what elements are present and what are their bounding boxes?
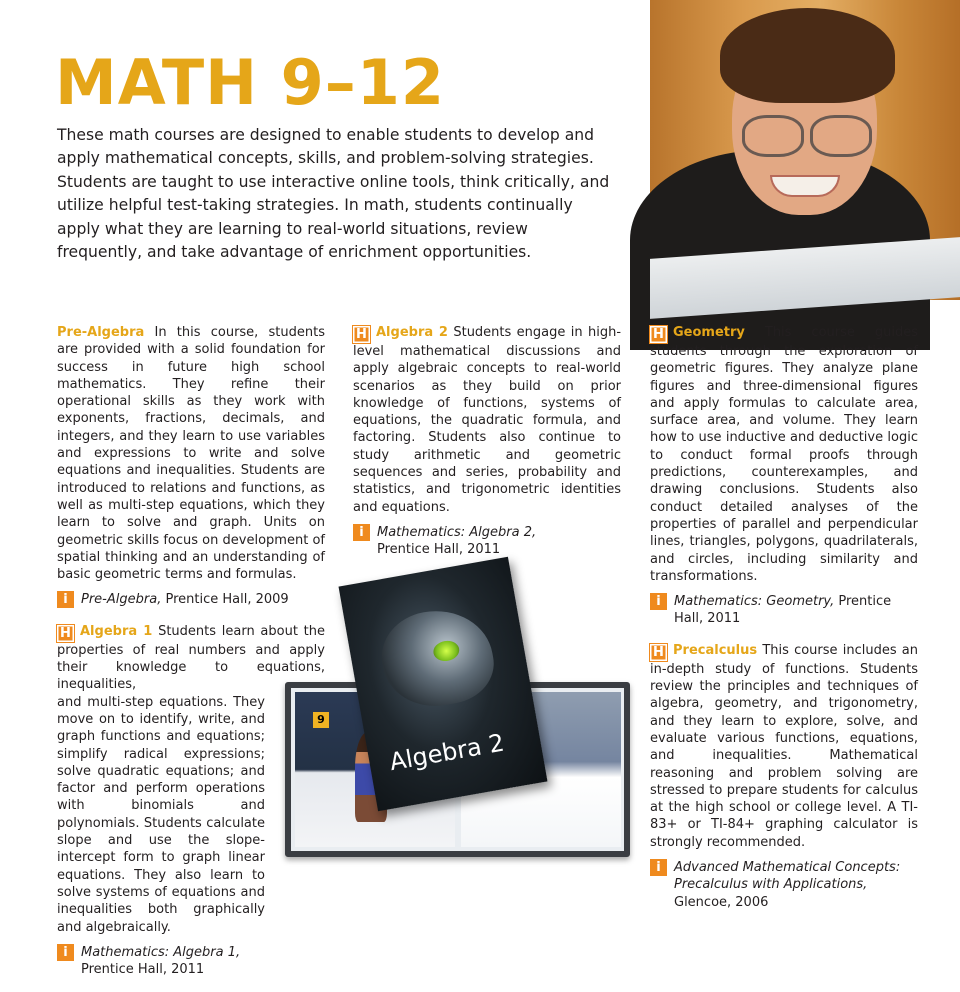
course-geometry — [650, 324, 918, 585]
honors-icon: H — [353, 326, 370, 343]
book-title-pre-algebra: Pre-Algebra, — [81, 592, 162, 608]
course-title-algebra2: Algebra 2 — [376, 325, 448, 340]
book-ref-algebra1 — [57, 944, 325, 979]
course-desc-geometry: This course guides students through the exploration of geometric figures. They analyze plane figures and three-dimensional figures and apply formulas to calculate area, surface area, and volume. They learn how to use inductive and deductive logic to conduct formal proofs through predictions, counterexamples, and drawing conclusions. Students also conduct detailed analyses of the properties of parallel and perpendicular lines, triangles, polygons, quadrilaterals, and circles, including similarity and transformations. — [650, 325, 918, 584]
info-icon: i — [57, 944, 74, 961]
book-ref-algebra2 — [353, 524, 621, 559]
course-algebra1-continued: and multi-step equations. They move on to identify, write, and graph functions and equations; simplify radical expressions; solve quadratic equations; and factor and perform operations with binomials and polynomials. Students calculate slope and use the slope-intercept form to graph linear equations. They also learn to solve systems of equations and inequalities both graphically and algebraically. — [57, 694, 265, 935]
info-icon: i — [353, 524, 370, 541]
book-title-geometry: Mathematics: Geometry, — [674, 594, 835, 610]
info-icon: i — [57, 591, 74, 608]
column-right — [650, 324, 918, 925]
book-ref-precalculus — [650, 859, 918, 911]
course-algebra2 — [353, 324, 621, 516]
page-number-badge: 9 — [313, 712, 329, 728]
student-photo — [650, 0, 960, 300]
book-title-precalculus: Advanced Mathematical Concepts: Precalculus with Applications, — [674, 860, 901, 893]
cover-title: Algebra 2 — [387, 728, 507, 777]
book-publisher-pre-algebra: Prentice Hall, 2009 — [165, 592, 289, 608]
book-publisher-precalculus: Glencoe, 2006 — [674, 894, 769, 910]
intro-paragraph: These math courses are designed to enable students to develop and apply mathematical concepts, skills, and problem-solving strategies. Students are taught to use interactive online tools, think critically, and utilize helpful test-taking strategies. In math, students continually apply what they are learning to real-world situations, review frequently, and take advantage of enrichment opportunities. — [57, 126, 610, 262]
column-middle — [353, 324, 621, 573]
photo-glasses-left — [742, 115, 804, 157]
textbook-illustration — [285, 570, 630, 860]
book-publisher-geometry: Prentice Hall, 2011 — [674, 594, 892, 627]
info-icon: i — [650, 859, 667, 876]
book-ref-geometry — [650, 593, 918, 628]
photo-hair — [720, 8, 895, 103]
course-desc-pre-algebra: In this course, students are provided with a solid foundation for success in future high school mathematics. They refine their operational skills as they work with exponents, fractions, decimals, and integers, and they learn to use variables and expressions to write and solve equations and inequalities. Students are introduced to relations and functions, as well as multi-step equations, which they learn to solve and graph. Units on geometric skills focus on development of spatial thinking and an understanding of basic geometric terms and formulas. — [57, 325, 325, 583]
honors-icon: H — [57, 625, 74, 642]
photo-glasses-right — [810, 115, 872, 157]
course-title-precalculus: Precalculus — [673, 642, 758, 658]
course-title-algebra1: Algebra 1 — [80, 623, 153, 639]
course-pre-algebra — [57, 324, 325, 583]
course-title-geometry: Geometry — [673, 325, 745, 340]
book-title-algebra1: Mathematics: Algebra 1, — [81, 944, 241, 960]
course-desc-algebra2: Students engage in high-level mathematical discussions and apply algebraic concepts to real-world scenarios as they build on prior knowledge of functions, systems of equations, the quadratic formula, and factoring. Students also continue to study arithmetic and geometric sequences and series, probability and statistics, and trigonometric identities and equations. — [353, 325, 622, 515]
honors-icon: H — [650, 326, 667, 343]
book-publisher-algebra1: Prentice Hall, 2011 — [81, 962, 205, 978]
course-title-pre-algebra: Pre-Algebra — [57, 325, 145, 340]
course-desc-algebra1-top: Students learn about the properties of real numbers and apply their knowledge to equations, inequalities, — [57, 623, 326, 693]
book-title-algebra2: Mathematics: Algebra 2, — [377, 524, 537, 540]
course-desc-precalculus: This course includes an in-depth study of functions. Students review the principles and techniques of algebra, geometry, and trigonometry, and they learn to explore, solve, and evaluate various functions, equations, and inequalities. Mathematical reasoning and problem solving are stressed to prepare students for calculus at the high school or college level. A TI-83+ or TI-84+ graphing calculator is strongly recommended. — [650, 642, 918, 850]
course-precalculus — [650, 642, 918, 851]
book-publisher-algebra2: Prentice Hall, 2011 — [377, 542, 501, 558]
photo-smile — [770, 175, 840, 197]
honors-icon: H — [650, 644, 667, 661]
info-icon: i — [650, 593, 667, 610]
page-title: MATH 9–12 — [55, 46, 446, 119]
